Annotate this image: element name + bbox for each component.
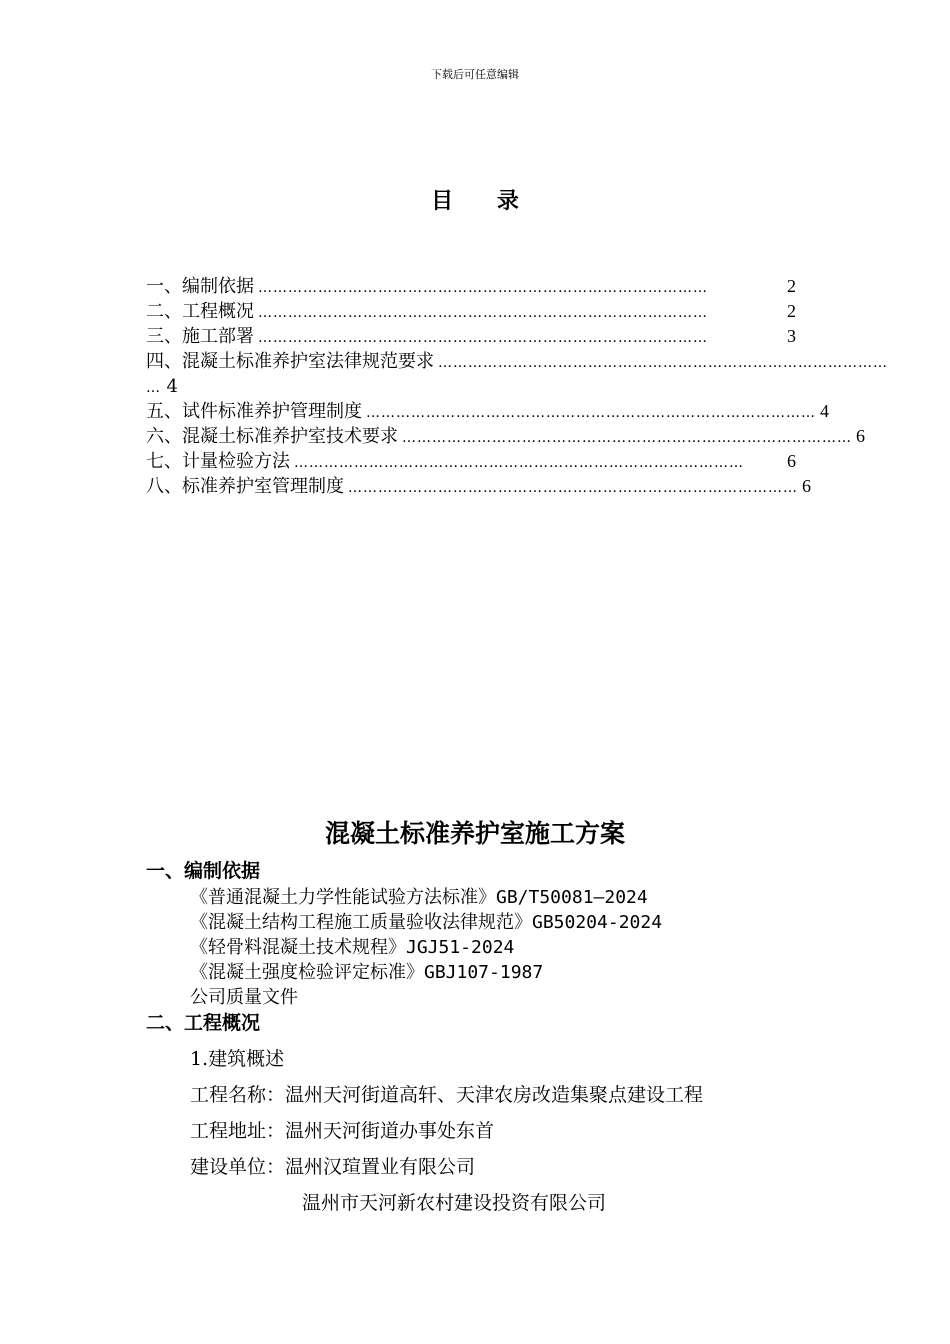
section-heading: 二、工程概况 [146, 1012, 261, 1034]
toc-title: 目 录 [431, 188, 537, 214]
subsection-heading: 1.建筑概述 [190, 1048, 285, 1070]
toc-entry-label: 六、混凝土标准养护室技术要求 [146, 426, 398, 447]
toc-entry-wrap [146, 374, 796, 399]
toc-entry-page: 2 [787, 301, 796, 321]
toc-entry-page: 4 [820, 401, 829, 421]
reference-item: 《普通混凝土力学性能试验方法标准》GB/T50081—2024 [190, 887, 648, 908]
toc-entry-page: 6 [856, 426, 865, 446]
toc-entry-label: 七、计量检验方法 [146, 451, 290, 472]
document-title: 混凝土标准养护室施工方案 [324, 819, 625, 848]
toc-entry-label: 四、混凝土标准养护室法律规范要求 [146, 351, 434, 372]
toc-entry-page: 2 [787, 276, 796, 296]
toc-entry[interactable] [146, 324, 796, 349]
toc-entry[interactable] [146, 299, 796, 324]
toc-leader-dots: ……………………………………………………………………………… [402, 430, 852, 446]
toc-entry[interactable] [146, 474, 811, 499]
toc-leader-dots: ……………………………………………………………………………… [438, 355, 888, 371]
page-header-note: 下载后可任意编辑 [431, 68, 519, 81]
toc-leader-dots: ……………………………………………………………………………… [258, 280, 708, 296]
builder-unit-2: 温州市天河新农村建设投资有限公司 [302, 1192, 607, 1214]
toc-leader-dots: ……………………………………………………………………………… [294, 455, 744, 471]
toc-entry[interactable] [146, 424, 865, 449]
project-name: 工程名称：温州天河街道高轩、天津农房改造集聚点建设工程 [190, 1084, 704, 1106]
toc-entry-page: 6 [787, 451, 796, 471]
reference-item: 《混凝土强度检验评定标准》GBJ107-1987 [190, 962, 544, 983]
toc-leader-dots: ……………………………………………………………………………… [258, 330, 708, 346]
toc-entry-page: 4 [166, 376, 178, 397]
toc-leader-dots: ……………………………………………………………………………… [366, 405, 816, 421]
toc-entry-label: 三、施工部署 [146, 326, 254, 347]
toc-entry-label: 五、试件标准养护管理制度 [146, 401, 362, 422]
toc-entry-label: 二、工程概况 [146, 301, 254, 322]
toc-leader-dots: ……………………………………………………………………………… [258, 305, 708, 321]
toc-leader-dots: … [146, 380, 167, 396]
section-heading: 一、编制依据 [146, 860, 261, 882]
reference-item: 《轻骨料混凝土技术规程》JGJ51-2024 [190, 937, 515, 958]
toc-entry[interactable] [146, 449, 796, 474]
toc-entry[interactable] [146, 349, 888, 374]
builder-unit: 建设单位：温州汉瑄置业有限公司 [190, 1156, 476, 1178]
toc-entry-page: 6 [802, 476, 811, 496]
toc-leader-dots: ……………………………………………………………………………… [348, 480, 798, 496]
toc-entry-label: 一、编制依据 [146, 276, 254, 297]
table-of-contents [146, 274, 888, 499]
toc-entry[interactable] [146, 399, 829, 424]
reference-item: 公司质量文件 [190, 987, 298, 1008]
toc-entry-label: 八、标准养护室管理制度 [146, 476, 344, 497]
reference-item: 《混凝土结构工程施工质量验收法律规范》GB50204-2024 [190, 912, 663, 933]
project-address: 工程地址：温州天河街道办事处东首 [190, 1120, 495, 1142]
toc-entry-page: 3 [787, 326, 796, 346]
toc-entry[interactable] [146, 274, 796, 299]
